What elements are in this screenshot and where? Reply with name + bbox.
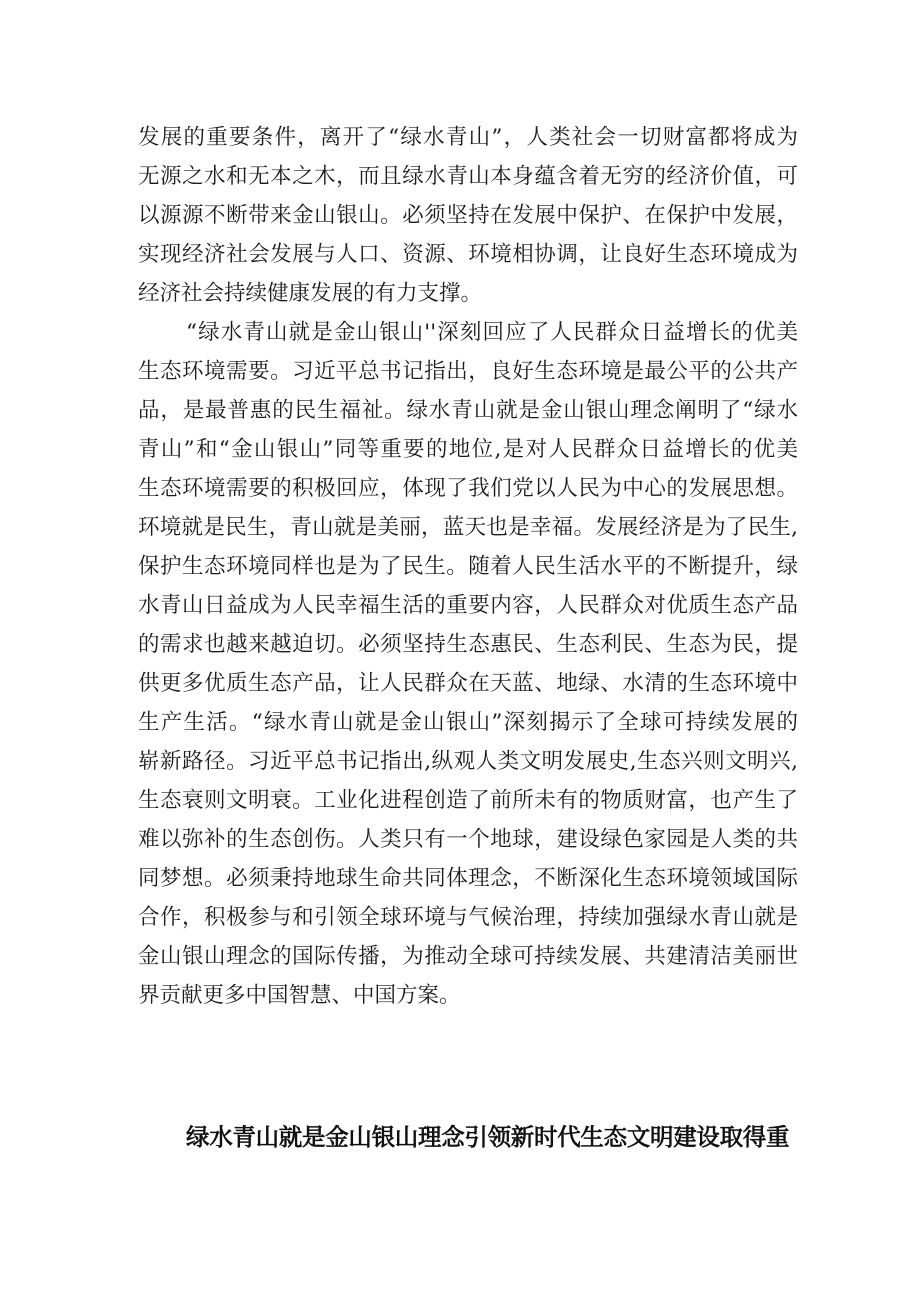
text-line: 生态环境需要的积极回应，体现了我们党以人民为中心的发展思想。	[138, 476, 798, 501]
text-line: 保护生态环境同样也是为了民生。随着人民生活水平的不断提升，绿	[138, 554, 798, 579]
text-line: 以源源不断带来金山银山。必须坚持在发展中保护、在保护中发展，	[138, 203, 798, 228]
text-line: 崭新路径。习近平总书记指出,纵观人类文明发展史,生态兴则文明兴,	[138, 749, 798, 774]
text-line: 同梦想。必须秉持地球生命共同体理念，不断深化生态环境领域国际	[138, 866, 798, 891]
text-line: 实现经济社会发展与人口、资源、环境相协调，让良好生态环境成为	[138, 242, 798, 267]
text-line: “绿水青山就是金山银山''深刻回应了人民群众日益增长的优美	[186, 320, 798, 345]
text-line: 供更多优质生态产品，让人民群众在天蓝、地绿、水清的生态环境中	[138, 671, 798, 696]
text-line: 品，是最普惠的民生福祉。绿水青山就是金山银山理念阐明了“绿水	[138, 398, 798, 423]
text-line: 青山”和“金山银山”同等重要的地位,是对人民群众日益增长的优美	[138, 437, 798, 462]
paragraph-2	[138, 313, 798, 1015]
text-line: 生产生活。“绿水青山就是金山银山”深刻揭示了全球可持续发展的	[138, 710, 798, 735]
text-line: 水青山日益成为人民幸福生活的重要内容，人民群众对优质生态产品	[138, 593, 798, 618]
section-heading: 绿水青山就是金山银山理念引领新时代生态文明建设取得重	[186, 1123, 790, 1151]
text-line: 生态衰则文明衰。工业化进程创造了前所未有的物质财富，也产生了	[138, 788, 798, 813]
text-line: 环境就是民生，青山就是美丽，蓝天也是幸福。发展经济是为了民生,	[138, 515, 798, 540]
text-line: 生态环境需要。习近平总书记指出，良好生态环境是最公平的公共产	[138, 359, 798, 384]
text-line: 难以弥补的生态创伤。人类只有一个地球，建设绿色家园是人类的共	[138, 827, 798, 852]
text-line: 界贡献更多中国智慧、中国方案。	[138, 983, 461, 1008]
text-line: 无源之水和无本之木，而且绿水青山本身蕴含着无穷的经济价值，可	[138, 164, 798, 189]
body-text	[138, 118, 798, 1015]
text-line: 合作，积极参与和引领全球环境与气候治理，持续加强绿水青山就是	[138, 905, 798, 930]
text-line: 金山银山理念的国际传播，为推动全球可持续发展、共建清洁美丽世	[138, 944, 798, 969]
text-line: 的需求也越来越迫切。必须坚持生态惠民、生态利民、生态为民，提	[138, 632, 798, 657]
text-line: 经济社会持续健康发展的有力支撑。	[138, 281, 483, 306]
paragraph-1	[138, 118, 798, 313]
text-line: 发展的重要条件，离开了“绿水青山”，人类社会一切财富都将成为	[138, 125, 798, 150]
